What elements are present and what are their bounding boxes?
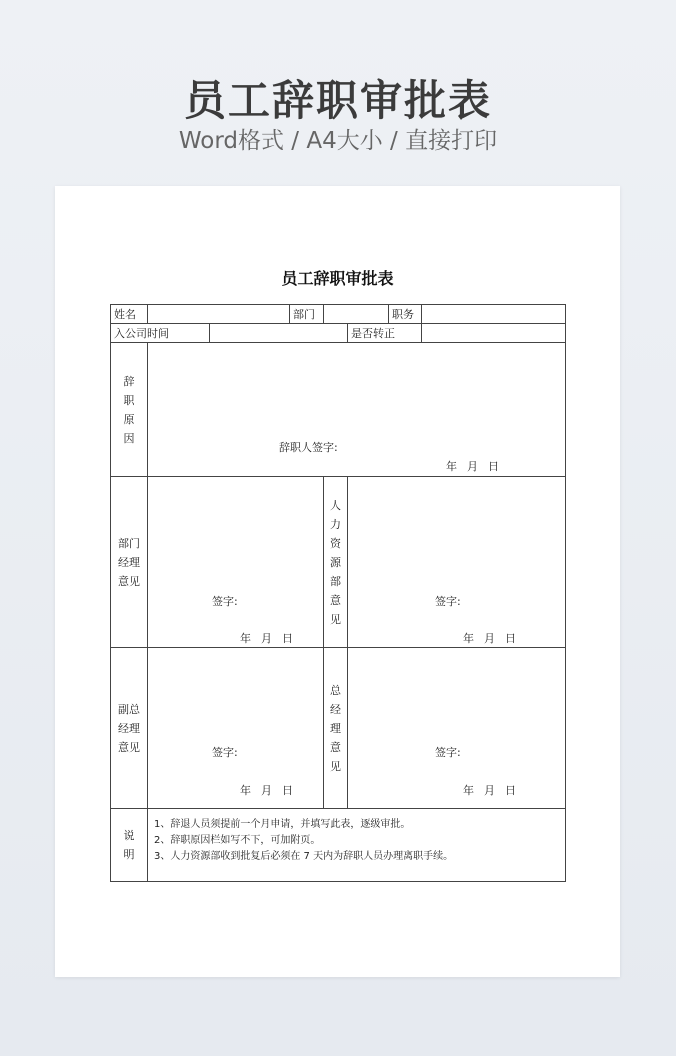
vp-field[interactable] [148,648,324,809]
gm-label: 总 经 理 意 见 [324,648,348,809]
note-item: 1、辞退人员须提前一个月申请，并填写此表，逐级审批。 [154,819,411,830]
hr-date: 年 月 日 [463,632,517,645]
name-label: 姓名 [111,305,148,324]
note-item: 3、人力资源部收到批复后必须在 7 天内为辞职人员办理离职手续。 [154,851,454,862]
name-field[interactable] [148,305,290,324]
position-field[interactable] [422,305,566,324]
regularized-label: 是否转正 [348,324,422,343]
join-date-label: 入公司时间 [111,324,210,343]
dept-manager-date: 年 月 日 [240,632,293,645]
position-label: 职务 [389,305,422,324]
gm-date: 年 月 日 [463,784,517,797]
hr-signature-label: 签字: [435,595,461,608]
vp-date: 年 月 日 [240,784,293,797]
regularized-field[interactable] [422,324,566,343]
vp-signature-label: 签字: [212,746,238,759]
reason-field[interactable] [148,343,566,477]
gm-field[interactable] [348,648,566,809]
reason-label: 辞 职 原 因 [111,343,148,477]
join-date-field[interactable] [210,324,348,343]
reason-date: 年 月 日 [446,460,499,473]
notes-label: 说 明 [111,809,148,882]
hr-label: 人 力 资 源 部 意 见 [324,477,348,648]
vp-label: 副总 经理 意见 [111,648,148,809]
document-title: 员工辞职审批表 [281,269,394,288]
banner-title: 员工辞职审批表 [183,76,492,125]
banner-subtitle: Word格式 / A4大小 / 直接打印 [178,128,498,154]
hr-field[interactable] [348,477,566,648]
resigner-signature-label: 辞职人签字: [279,441,338,454]
dept-manager-field[interactable] [148,477,324,648]
notes-list [148,809,566,882]
note-item: 2、辞职原因栏如写不下，可加附页。 [154,835,321,846]
document-page [55,186,620,977]
dept-manager-signature-label: 签字: [212,595,238,608]
department-field[interactable] [324,305,389,324]
dept-manager-label: 部门 经理 意见 [111,477,148,648]
gm-signature-label: 签字: [435,746,461,759]
department-label: 部门 [290,305,324,324]
resignation-form [110,304,566,882]
